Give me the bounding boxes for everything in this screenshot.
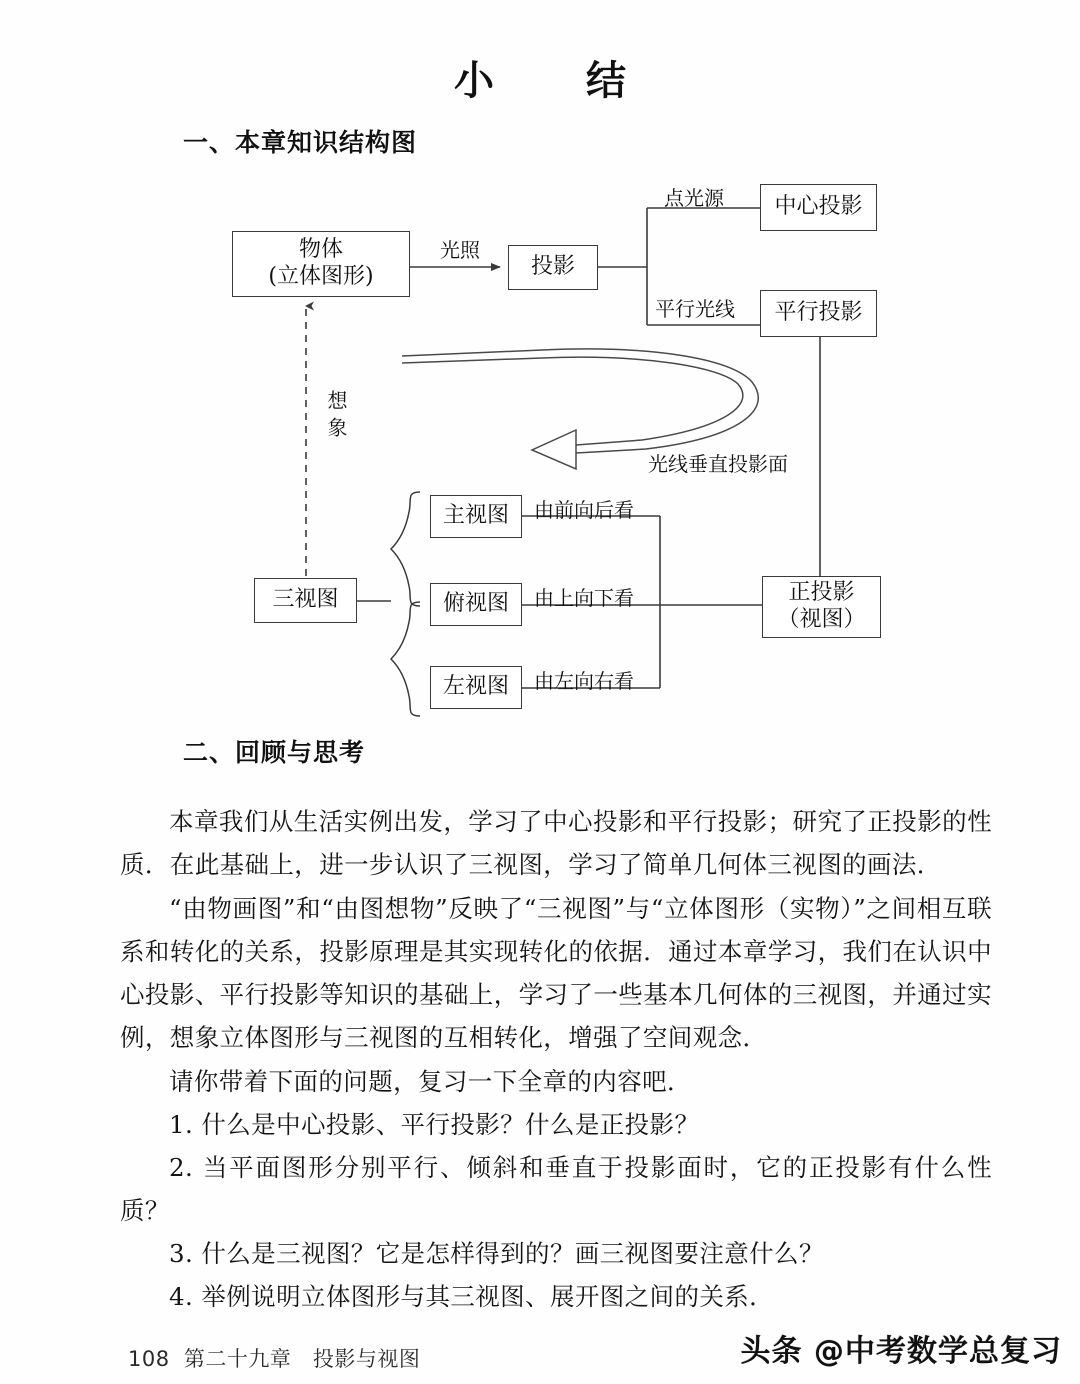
node-object — [232, 231, 410, 297]
review-paragraph-2: “由物画图”和“由图想物”反映了“三视图”与“立体图形（实物）”之间相互联系和转化的关系，投影原理是其实现转化的依据．通过本章学习，我们在认识中心投影、平行投影等知识的基础上，学习了一些基本几何体的三视图，并通过实例，想象立体图形与三视图的互相转化，增强了空间观念． — [120, 893, 992, 1052]
review-question-4: 4. 举例说明立体图形与其三视图、展开图之间的关系． — [169, 1281, 775, 1311]
edge-label-left-to-right: 由左向右看 — [534, 669, 634, 693]
edge-label-front-to-back: 由前向后看 — [534, 498, 634, 522]
section-heading-review: 二、回顾与思考 — [183, 738, 366, 767]
edge-label-parallel-rays: 平行光线 — [655, 297, 735, 321]
node-central-projection: 中心投影 — [760, 184, 877, 231]
page-footer: 108 第二十九章 投影与视图 — [128, 1347, 421, 1371]
node-ortho-line2: （视图） — [777, 607, 866, 632]
node-object-line2: (立体图形) — [268, 264, 374, 289]
review-question-2: 2. 当平面图形分别平行、倾斜和垂直于投影面时，它的正投影有什么性质？ — [120, 1152, 992, 1225]
review-paragraph-3: 请你带着下面的问题，复习一下全章的内容吧． — [169, 1066, 692, 1096]
node-object-line1: 物体 — [298, 237, 343, 263]
edge-label-light: 光照 — [440, 238, 480, 262]
watermark: 头条 @中考数学总复习 — [740, 1334, 1062, 1369]
node-left-view: 左视图 — [430, 666, 522, 709]
page-title: 小 结 — [454, 56, 652, 104]
node-three-views: 三视图 — [254, 578, 357, 623]
review-question-3: 3. 什么是三视图？它是怎样得到的？画三视图要注意什么？ — [169, 1238, 824, 1268]
node-projection: 投影 — [508, 245, 598, 290]
edge-label-imagine: 想象 — [324, 390, 348, 444]
node-parallel-projection: 平行投影 — [760, 290, 877, 337]
node-orthographic-projection — [762, 576, 881, 638]
diagram-connectors — [0, 160, 1080, 720]
node-ortho-line1: 正投影 — [788, 580, 855, 606]
node-top-view: 俯视图 — [430, 583, 522, 626]
section-heading-structure: 一、本章知识结构图 — [183, 128, 418, 157]
review-paragraph-1: 本章我们从生活实例出发，学习了中心投影和平行投影；研究了正投影的性质．在此基础上，进一步认识了三视图，学习了简单几何体三视图的画法． — [120, 806, 992, 879]
edge-label-rays-perpendicular: 光线垂直投影面 — [648, 452, 788, 476]
edge-label-top-to-bottom: 由上向下看 — [534, 586, 634, 610]
knowledge-structure-diagram — [0, 160, 1080, 720]
edge-label-point-light: 点光源 — [664, 186, 724, 210]
review-question-1: 1. 什么是中心投影、平行投影？什么是正投影？ — [169, 1109, 700, 1139]
node-front-view: 主视图 — [430, 495, 522, 538]
